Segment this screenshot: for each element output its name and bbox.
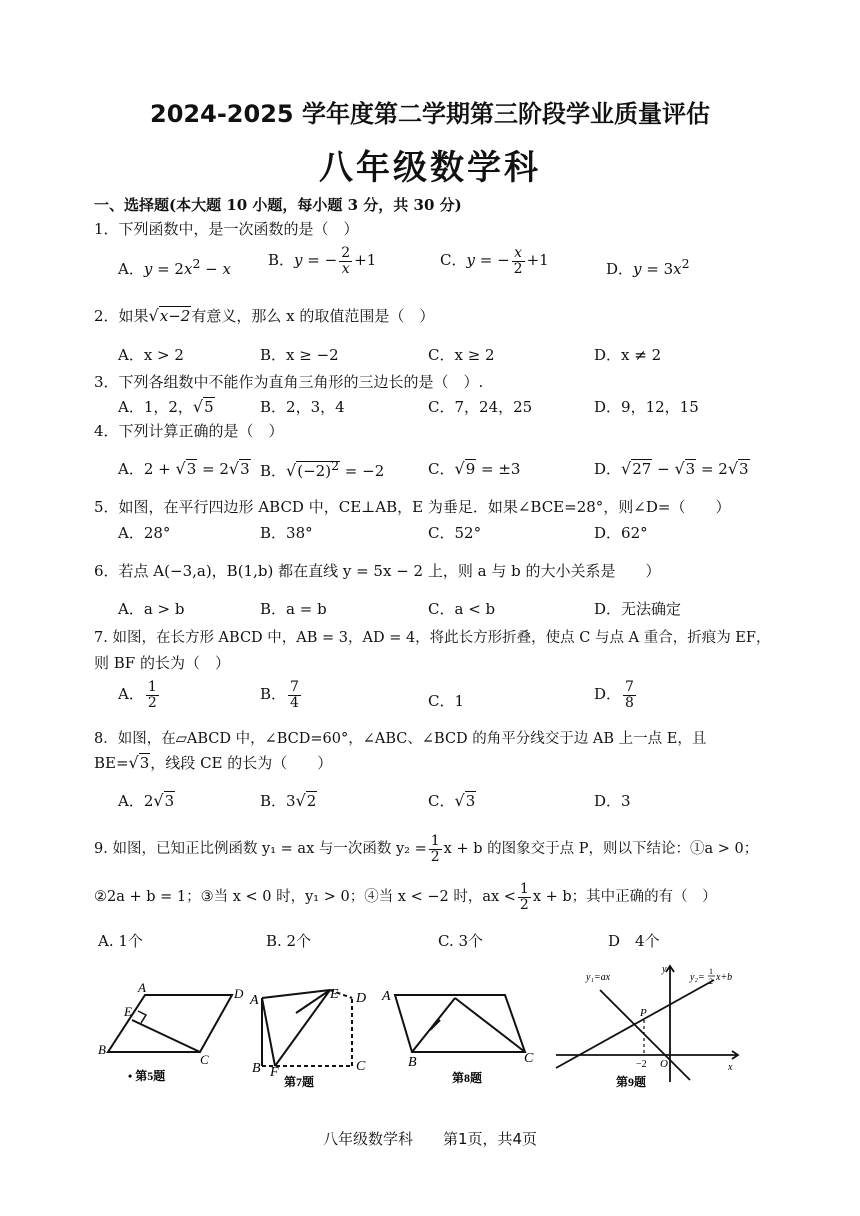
q3-option-c: C．7，24，25 bbox=[428, 398, 533, 416]
q2-stem: 2．如果√x−2有意义，那么 x 的取值范围是（ ） bbox=[94, 306, 435, 325]
q9-option-c: C. 3个 bbox=[438, 932, 484, 950]
q3-option-a: A．1，2，√5 bbox=[118, 397, 214, 416]
q8-option-b: B．3√2 bbox=[260, 791, 317, 810]
q4-option-a: A．2 + √3 = 2√3 bbox=[118, 459, 250, 478]
q8-option-a: A．2√3 bbox=[118, 791, 175, 810]
fig7-label-b: B bbox=[252, 1061, 261, 1076]
q9-stem-line1: 9. 如图，已知正比例函数 y₁ = ax 与一次函数 y₂ = $\frac{1}{2}$ x + b 的图象交于点 P，则以下结论：①a > 0； bbox=[94, 833, 759, 865]
fig9-caption: 第9题 bbox=[616, 1075, 647, 1089]
fig5-caption: • 第5题 bbox=[128, 1069, 166, 1083]
fig8-caption: 第8题 bbox=[452, 1071, 483, 1085]
q5-option-b: B．38° bbox=[260, 524, 313, 542]
fig7-label-c: C bbox=[356, 1059, 366, 1074]
q8-option-d: D．3 bbox=[594, 792, 631, 810]
q1-option-c: C．y = − $\frac{x}{2}$ +1 bbox=[440, 245, 549, 277]
fig5-label-e: E bbox=[124, 1004, 132, 1019]
figures-strip bbox=[0, 950, 860, 1100]
q5-option-c: C．52° bbox=[428, 524, 482, 542]
q4-option-d: D．√27 − √3 = 2√3 bbox=[594, 459, 749, 478]
q1-stem: 1．下列函数中，是一次函数的是（ ） bbox=[94, 220, 359, 238]
q1-option-a: A．$y = 2x^2 - x$ bbox=[118, 256, 231, 278]
q6-option-a: A．a > b bbox=[118, 600, 185, 618]
fig5-ce-line bbox=[132, 1020, 200, 1052]
fig7-fold-ef bbox=[275, 990, 330, 1066]
q3-option-d: D．9，12，15 bbox=[594, 398, 699, 416]
fig8-be bbox=[430, 1020, 440, 1030]
fig8-label-b: B bbox=[408, 1055, 417, 1070]
q3-stem: 3．下列各组数中不能作为直角三角形的三边长的是（ ）. bbox=[94, 373, 484, 391]
q6-option-d: D．无法确定 bbox=[594, 600, 682, 618]
fig9-label-o: O bbox=[660, 1058, 668, 1070]
fig9-label-y2-tail: x+b bbox=[716, 972, 733, 983]
q8-option-c: C．√3 bbox=[428, 791, 476, 810]
fig9-label-y1: y₁=ax bbox=[586, 972, 611, 983]
section-heading: 一、选择题(本大题 10 小题，每小题 3 分，共 30 分) bbox=[94, 196, 462, 214]
q7-option-b: B． $\frac{7}{4}$ bbox=[260, 679, 299, 711]
q2-option-d: D．x ≠ 2 bbox=[594, 346, 662, 364]
q9-stem-line2: ②2a + b = 1；③当 x < 0 时，y₁ > 0；④当 x < −2 时，ax < $\frac{1}{2}$ x + b；其中正确的有（ ） bbox=[94, 881, 717, 913]
q7-option-d: D． $\frac{7}{8}$ bbox=[594, 679, 634, 711]
figure-8 bbox=[395, 995, 525, 1052]
fig7-label-d: D bbox=[356, 991, 367, 1006]
fig5-label-d: D bbox=[234, 986, 244, 1001]
fig5-label-c: C bbox=[200, 1052, 209, 1067]
q4-option-b: B．$√(-2)^2 = -2$ bbox=[260, 458, 385, 480]
q9-option-a: A. 1个 bbox=[98, 932, 143, 950]
exam-title: 2024-2025 学年度第二学期第三阶段学业质量评估 bbox=[150, 100, 710, 128]
fig8-label-c: C bbox=[524, 1051, 534, 1066]
fig7-caption: 第7题 bbox=[284, 1075, 315, 1089]
q9-option-d: D 4个 bbox=[608, 932, 660, 950]
page-footer: 八年级数学科 第1页，共4页 bbox=[322, 1130, 538, 1148]
q7-stem-line1: 7. 如图，在长方形 ABCD 中，AB = 3，AD = 4，将此长方形折叠，使点 C 与点 A 重合，折痕为 EF， bbox=[94, 630, 771, 646]
q8-stem-line2: BE=√3，线段 CE 的长为（ ） bbox=[94, 753, 333, 772]
fig9-half-den: 2 bbox=[709, 977, 713, 986]
q5-option-d: D．62° bbox=[594, 524, 648, 542]
fig9-label-minus2: −2 bbox=[636, 1059, 647, 1070]
q7-option-c: C．1 bbox=[428, 692, 465, 710]
fig7-label-e: E bbox=[330, 987, 339, 1002]
fig5-label-a: A bbox=[138, 980, 146, 995]
q5-option-a: A．28° bbox=[118, 524, 171, 542]
q6-option-b: B．a = b bbox=[260, 600, 327, 618]
fig8-label-a: A bbox=[382, 989, 391, 1004]
q4-stem: 4．下列计算正确的是（ ） bbox=[94, 422, 284, 440]
fig5-right-angle bbox=[138, 1011, 146, 1023]
q7-stem-line2: 则 BF 的长为（ ） bbox=[94, 654, 230, 672]
q6-stem: 6．若点 A(−3,a)，B(1,b) 都在直线 y = 5x − 2 上，则 a 与 b 的大小关系是 ） bbox=[94, 562, 661, 580]
fig5-label-b: B bbox=[98, 1042, 106, 1057]
q9-option-b: B. 2个 bbox=[266, 932, 312, 950]
q1-option-b: B．y = − $\frac{2}{x}$ +1 bbox=[268, 245, 377, 277]
fig8-parallelogram bbox=[395, 995, 525, 1052]
q1-option-d: D．$y = 3x^2$ bbox=[606, 256, 690, 278]
fig9-label-x: x bbox=[728, 1062, 733, 1073]
q2-option-c: C．x ≥ 2 bbox=[428, 346, 495, 364]
q5-stem: 5．如图，在平行四边形 ABCD 中，CE⊥AB，E 为垂足．如果∠BCE=28°，则∠D=（ ） bbox=[94, 498, 731, 516]
fig7-af bbox=[262, 998, 275, 1066]
q2-option-a: A．x > 2 bbox=[118, 346, 184, 364]
fig7-label-f: F bbox=[270, 1065, 279, 1080]
q3-option-b: B．2，3，4 bbox=[260, 398, 345, 416]
q6-option-c: C．a < b bbox=[428, 600, 496, 618]
fig9-label-y2: y₂= bbox=[690, 972, 705, 983]
subject-title: 八年级数学科 bbox=[319, 148, 541, 188]
fig9-label-y: y bbox=[662, 964, 667, 975]
q2-option-b: B．x ≥ −2 bbox=[260, 346, 339, 364]
q8-stem-line1: 8．如图，在▱ABCD 中，∠BCD=60°，∠ABC、∠BCD 的角平分线交于边 AB 上一点 E，且 bbox=[94, 731, 707, 747]
fig8-bisector-b bbox=[412, 998, 455, 1052]
fig7-label-a: A bbox=[250, 993, 259, 1008]
q4-option-c: C．√9 = ±3 bbox=[428, 459, 521, 478]
fig9-label-p: P bbox=[640, 1007, 647, 1019]
fig9-half-num: 1 bbox=[709, 967, 713, 976]
q7-option-a: A． $\frac{1}{2}$ bbox=[118, 679, 157, 711]
